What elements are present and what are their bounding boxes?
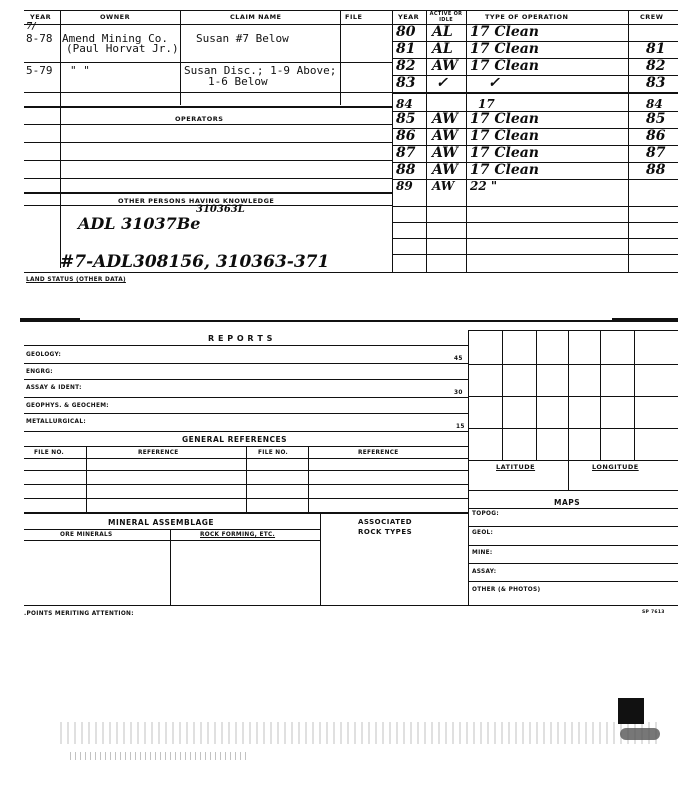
table-row xyxy=(392,41,678,59)
reports-title: R E P O R T S xyxy=(208,334,273,343)
report-metallurgical-label: METALLURGICAL: xyxy=(26,419,86,425)
op-year: 84 xyxy=(396,97,413,111)
file-header: FILE xyxy=(345,13,363,21)
op-crew: 82 xyxy=(646,58,666,74)
op-crew: 86 xyxy=(646,128,666,144)
report-engrg-label: ENGRG: xyxy=(26,369,53,375)
table-row xyxy=(392,162,678,180)
owner-header: OWNER xyxy=(100,13,131,21)
op-year: 86 xyxy=(396,128,416,144)
form-number: SP 7613 xyxy=(642,610,665,615)
op-type: 17 Clean xyxy=(470,41,539,57)
maps-other: OTHER (& PHOTOS) xyxy=(472,587,541,593)
ore-minerals-label: ORE MINERALS xyxy=(60,532,113,538)
op-year: 80 xyxy=(396,24,416,40)
table-row xyxy=(392,58,678,76)
op-status: AL xyxy=(432,41,453,57)
scan-noise-band xyxy=(60,722,660,744)
op-type: ✓ xyxy=(488,75,500,91)
active-idle-header: ACTIVE OR IDLE xyxy=(429,11,463,23)
op-year: 83 xyxy=(396,75,416,91)
table-row xyxy=(392,128,678,146)
claim-name-header: CLAIM NAME xyxy=(230,13,282,21)
op-status: ✓ xyxy=(436,75,448,91)
op-status: AW xyxy=(432,162,458,178)
owner-row-1-claim: Susan #7 Below xyxy=(196,32,289,45)
owner-row-1-year: 8-78 xyxy=(26,32,53,45)
associated-rock-label-1: ASSOCIATED xyxy=(358,518,413,526)
scan-smudge xyxy=(620,728,660,740)
op-type: 17 xyxy=(478,97,495,111)
op-type: 17 Clean xyxy=(470,58,539,74)
crew-header: CREW xyxy=(640,13,664,21)
table-row xyxy=(392,94,678,112)
report-assay-label: ASSAY & IDENT: xyxy=(26,385,82,391)
owner-row-2-year: 5-79 xyxy=(26,64,53,77)
table-row xyxy=(392,111,678,129)
type-of-operation-header: TYPE OF OPERATION xyxy=(485,13,569,21)
op-type: 17 Clean xyxy=(470,162,539,178)
op-year: 85 xyxy=(396,111,416,127)
year-header: YEAR xyxy=(30,13,52,21)
scan-noise-lower xyxy=(70,752,250,760)
op-crew: 81 xyxy=(646,41,666,57)
op-crew: 88 xyxy=(646,162,666,178)
op-status: AW xyxy=(432,128,458,144)
op-status: AW xyxy=(432,58,458,74)
op-status: AW xyxy=(432,145,458,161)
op-type: 17 Clean xyxy=(470,145,539,161)
op-type: 17 Clean xyxy=(470,24,539,40)
maps-geol: GEOL: xyxy=(472,530,494,536)
owner-row-2-claim: Susan Disc.; 1-9 Above; xyxy=(184,64,337,77)
gen-ref-file-no-1: FILE NO. xyxy=(34,450,65,456)
scan-black-square xyxy=(618,698,644,724)
longitude-label: LONGITUDE xyxy=(592,463,639,471)
rock-forming-label: ROCK FORMING, ETC. xyxy=(200,532,276,538)
land-status-label: LAND STATUS (OTHER DATA) xyxy=(26,277,126,283)
table-row xyxy=(392,145,678,163)
report-geology-num: 45 xyxy=(454,356,463,362)
year2-header: YEAR xyxy=(398,13,420,21)
maps-assay: ASSAY: xyxy=(472,569,497,575)
maps-mine: MINE: xyxy=(472,550,493,556)
report-metallurgical-num: 15 xyxy=(456,424,465,430)
handwritten-bottom-note: #7-ADL308156, 310363-371 xyxy=(60,252,330,272)
op-year: 88 xyxy=(396,162,416,178)
op-crew: 85 xyxy=(646,111,666,127)
table-row xyxy=(392,179,678,194)
report-geophys-label: GEOPHYS. & GEOCHEM: xyxy=(26,403,109,409)
owner-row-1-owner-line2: (Paul Horvat Jr.) xyxy=(66,42,179,55)
op-year: 89 xyxy=(396,179,413,193)
report-assay-num: 30 xyxy=(454,390,463,396)
operators-label: OPERATORS xyxy=(175,115,224,123)
op-type: 22 " xyxy=(470,179,498,193)
handwritten-adl-top: 310363L xyxy=(196,204,245,215)
owner-row-2-claim-line2: 1-6 Below xyxy=(208,75,268,88)
op-year: 87 xyxy=(396,145,416,161)
op-status: AW xyxy=(432,111,458,127)
points-meriting-attention-label: .POINTS MERITING ATTENTION: xyxy=(24,611,134,617)
owner-row-2-owner: " " xyxy=(70,64,90,77)
other-persons-label: OTHER PERSONS HAVING KNOWLEDGE xyxy=(118,197,275,205)
op-type: 17 Clean xyxy=(470,111,539,127)
gen-ref-file-no-2: FILE NO. xyxy=(258,450,289,456)
op-status: AL xyxy=(432,24,453,40)
table-row xyxy=(392,75,678,94)
maps-title: MAPS xyxy=(554,498,581,507)
table-row xyxy=(392,24,678,42)
op-crew: 83 xyxy=(646,75,666,91)
mineral-assemblage-title: MINERAL ASSEMBLAGE xyxy=(108,518,215,527)
maps-topog: TOPOG: xyxy=(472,511,499,517)
gen-ref-reference-2: REFERENCE xyxy=(358,450,399,456)
op-crew: 87 xyxy=(646,145,666,161)
operation-table xyxy=(392,24,678,194)
op-status: AW xyxy=(432,179,455,193)
latitude-label: LATITUDE xyxy=(496,463,536,471)
associated-rock-label-2: ROCK TYPES xyxy=(358,528,413,536)
op-type: 17 Clean xyxy=(470,128,539,144)
gen-ref-reference-1: REFERENCE xyxy=(138,450,179,456)
general-references-title: GENERAL REFERENCES xyxy=(182,435,287,444)
owner-row-1-owner: Amend Mining Co. xyxy=(62,32,168,45)
op-year: 81 xyxy=(396,41,416,57)
op-crew: 84 xyxy=(646,97,663,111)
report-geology-label: GEOLOGY: xyxy=(26,352,62,358)
op-year: 82 xyxy=(396,58,416,74)
handwritten-adl-main: ADL 31037Be xyxy=(78,214,201,233)
year-small-mark: 7/ xyxy=(26,22,36,32)
